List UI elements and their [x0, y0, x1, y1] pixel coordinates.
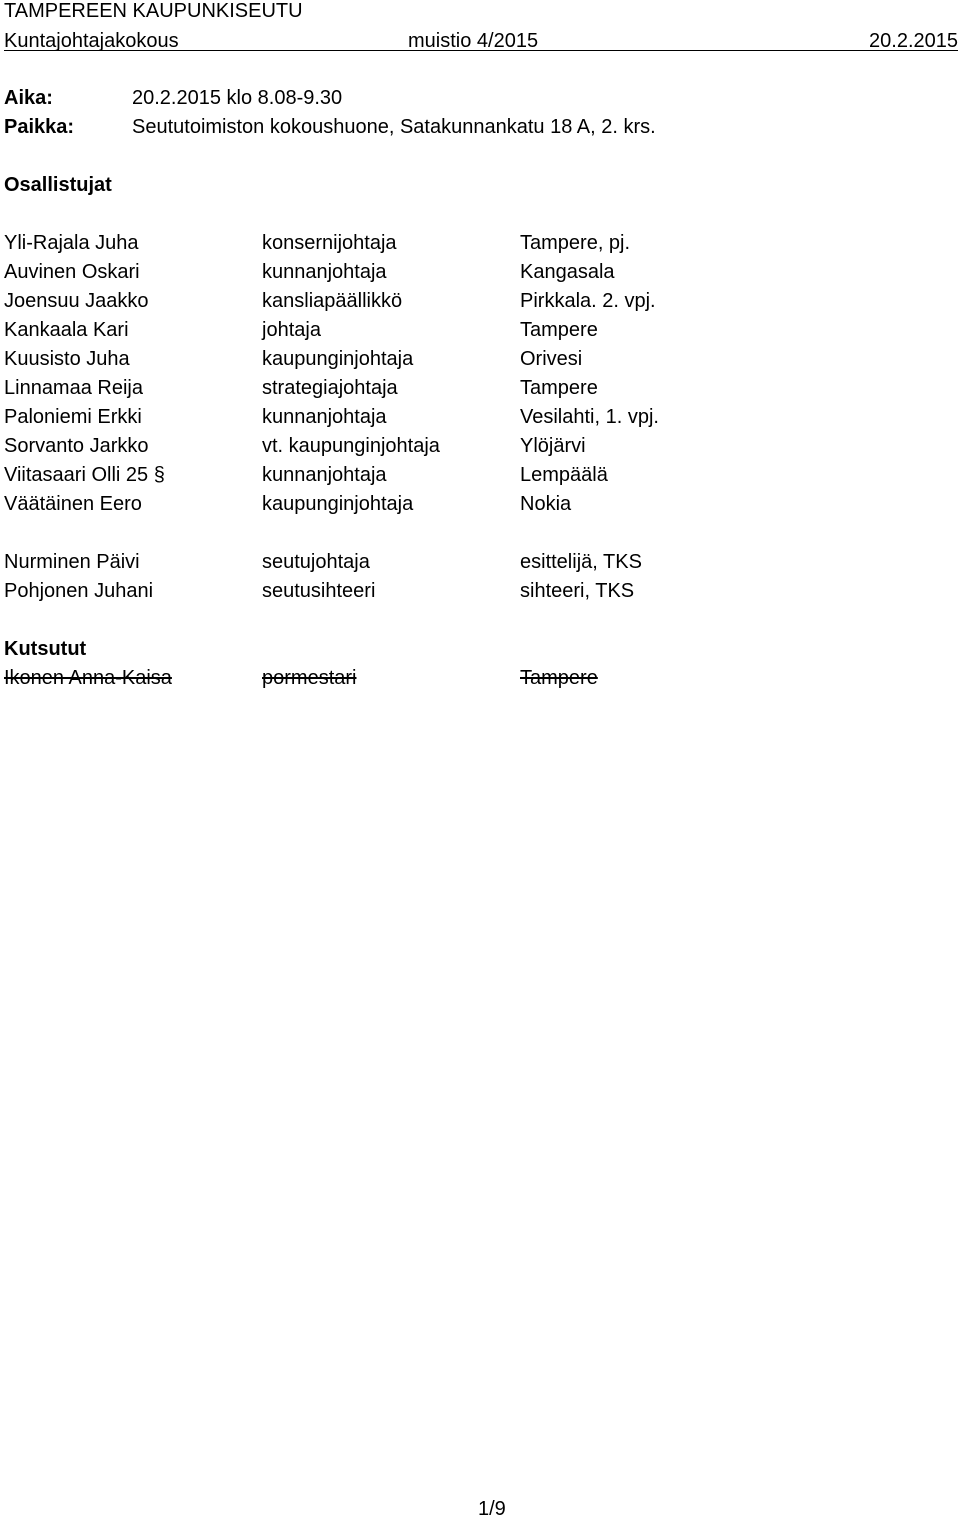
participant-city: Orivesi: [520, 348, 583, 370]
invited-city: Tampere: [520, 667, 598, 689]
participant-name: Yli-Rajala Juha: [4, 232, 139, 254]
participant-role: vt. kaupunginjohtaja: [262, 435, 440, 457]
staff-role: seutusihteeri: [262, 580, 376, 602]
participant-name: Linnamaa Reija: [4, 377, 143, 399]
staff-function: esittelijä, TKS: [520, 551, 642, 573]
staff-role: seutujohtaja: [262, 551, 370, 573]
participant-city: Tampere: [520, 377, 598, 399]
time-value: 20.2.2015 klo 8.08-9.30: [132, 87, 343, 109]
participant-city: Vesilahti, 1. vpj.: [520, 406, 659, 428]
participant-role: kansliapäällikkö: [262, 290, 403, 312]
participant-name: Paloniemi Erkki: [4, 406, 142, 428]
participant-city: Tampere, pj.: [520, 232, 631, 254]
participant-name: Kuusisto Juha: [4, 348, 130, 370]
participant-city: Lempäälä: [520, 464, 608, 486]
participant-role: kunnanjohtaja: [262, 406, 387, 428]
participant-role: konsernijohtaja: [262, 232, 397, 254]
place-value: Seututoimiston kokoushuone, Satakunnankatu 18 A, 2. krs.: [132, 116, 656, 138]
document-header: [4, 24, 958, 51]
participant-name: Auvinen Oskari: [4, 261, 140, 283]
invited-title: Kutsutut: [4, 638, 87, 660]
participant-role: strategiajohtaja: [262, 377, 398, 399]
participants-title: Osallistujat: [4, 174, 112, 196]
page-number: 1/9: [478, 1498, 506, 1520]
place-label: Paikka:: [4, 116, 75, 138]
staff-name: Pohjonen Juhani: [4, 580, 154, 602]
participant-name: Viitasaari Olli 25 §: [4, 464, 165, 486]
invited-role: pormestari: [262, 667, 357, 689]
participant-role: kunnanjohtaja: [262, 464, 387, 486]
memo-number: muistio 4/2015: [408, 30, 539, 52]
time-label: Aika:: [4, 87, 53, 109]
participant-city: Ylöjärvi: [520, 435, 586, 457]
invited-name: Ikonen Anna-Kaisa: [4, 667, 172, 689]
participant-role: johtaja: [262, 319, 321, 341]
participant-role: kunnanjohtaja: [262, 261, 387, 283]
staff-function: sihteeri, TKS: [520, 580, 635, 602]
participant-city: Kangasala: [520, 261, 615, 283]
organization-name: TAMPEREEN KAUPUNKISEUTU: [4, 0, 303, 22]
participant-name: Kankaala Kari: [4, 319, 129, 341]
participant-role: kaupunginjohtaja: [262, 348, 414, 370]
meeting-name: Kuntajohtajakokous: [4, 30, 179, 52]
participant-role: kaupunginjohtaja: [262, 493, 414, 515]
participant-city: Nokia: [520, 493, 572, 515]
participant-name: Joensuu Jaakko: [4, 290, 149, 312]
staff-name: Nurminen Päivi: [4, 551, 140, 573]
participant-name: Väätäinen Eero: [4, 493, 142, 515]
participant-city: Tampere: [520, 319, 598, 341]
participant-name: Sorvanto Jarkko: [4, 435, 149, 457]
participant-city: Pirkkala. 2. vpj.: [520, 290, 656, 312]
header-date: 20.2.2015: [869, 30, 958, 52]
